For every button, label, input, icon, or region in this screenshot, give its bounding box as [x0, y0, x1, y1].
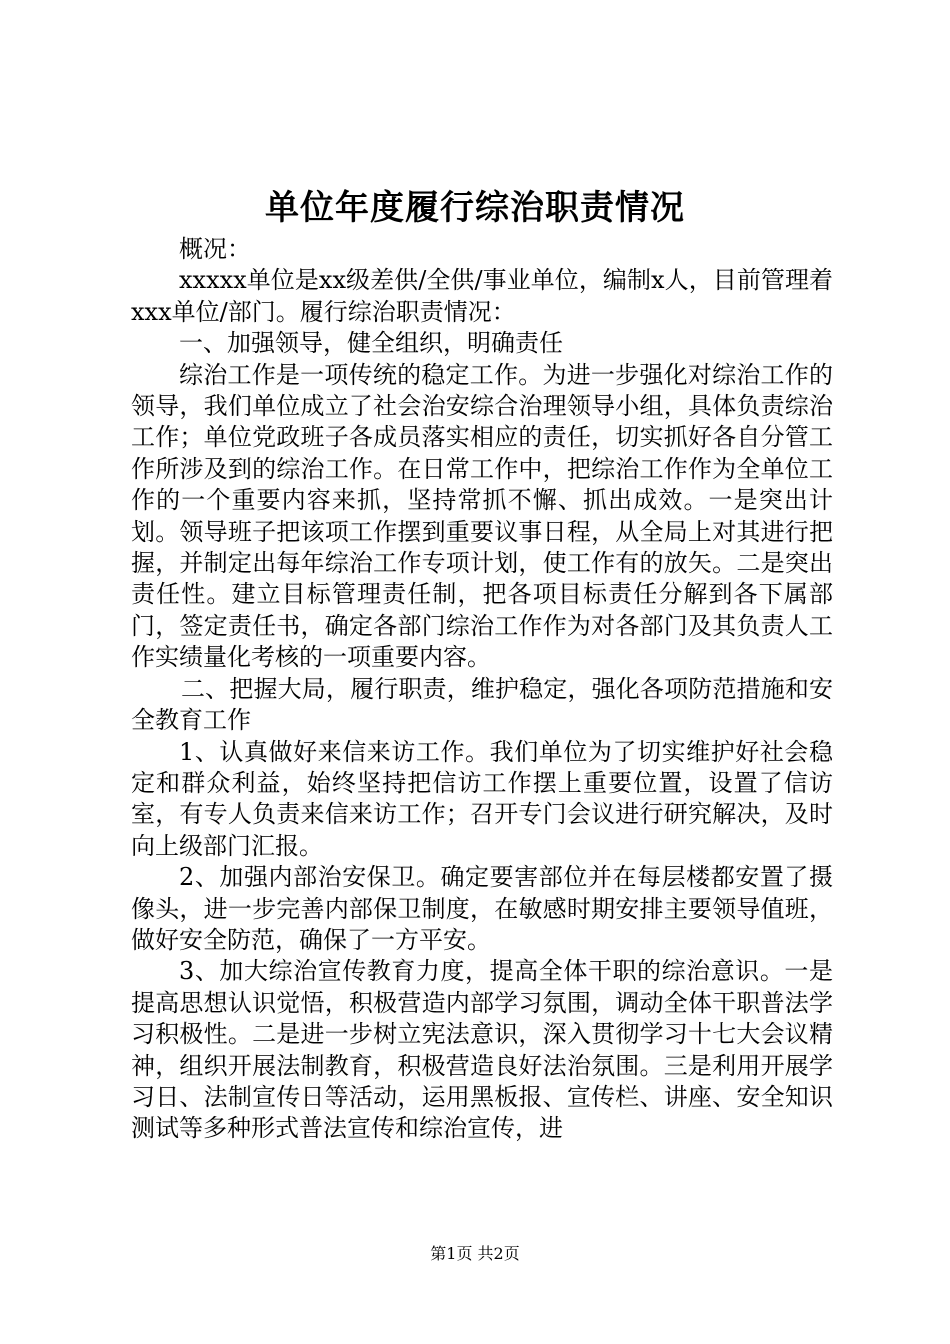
- paragraph-overview-label: 概况：: [179, 235, 251, 263]
- section-heading-1: 一、加强领导，健全组织，明确责任: [179, 329, 563, 358]
- section-heading-2: 二、把握大局，履行职责，维护稳定，强化各项防范措施和安全教育工作: [131, 674, 833, 735]
- paragraph-overview: xxxxx单位是xx级差供/全供/事业单位，编制x人，目前管理着xxx单位/部门。履行综治职责情况：: [131, 266, 833, 326]
- paragraph-item-2: 2、加强内部治安保卫。确定要害部位并在每层楼都安置了摄像头，进一步完善内部保卫制度，在敏感时期安排主要领导值班，做好安全防范，确保了一方平安。: [131, 863, 833, 954]
- document-body: [131, 234, 833, 1145]
- page-footer: 第1页 共2页: [430, 1244, 520, 1263]
- document-title: 单位年度履行综治职责情况: [265, 188, 685, 228]
- paragraph-item-3: 3、加大综治宣传教育力度，提高全体干职的综治意识。一是提高思想认识觉悟，积极营造内部学习氛围，调动全体干职普法学习积极性。二是进一步树立宪法意识，深入贯彻学习十七大会议精神，组织开展法制教育，积极营造良好法治氛围。三是利用开展学习日、法制宣传日等活动，运用黑板报、宣传栏、讲座、安全知识测试等多种形式普法宣传和综治宣传，进: [131, 957, 833, 1143]
- paragraph-item-1: 1、认真做好来信来访工作。我们单位为了切实维护好社会稳定和群众利益，始终坚持把信访工作摆上重要位置，设置了信访室，有专人负责来信来访工作；召开专门会议进行研究解决，及时向上级部门汇报。: [131, 737, 833, 860]
- paragraph-section-1: 综治工作是一项传统的稳定工作。为进一步强化对综治工作的领导，我们单位成立了社会治安综合治理领导小组，具体负责综治工作；单位党政班子各成员落实相应的责任，切实抓好各自分管工作所涉及到的综治工作。在日常工作中，把综治工作作为全单位工作的一个重要内容来抓，坚持常抓不懈、抓出成效。一是突出计划。领导班子把该项工作摆到重要议事日程，从全局上对其进行把握，并制定出每年综治工作专项计划，使工作有的放矢。二是突出责任性。建立目标管理责任制，把各项目标责任分解到各下属部门，签定责任书，确定各部门综治工作作为对各部门及其负责人工作实绩量化考核的一项重要内容。: [131, 360, 833, 672]
